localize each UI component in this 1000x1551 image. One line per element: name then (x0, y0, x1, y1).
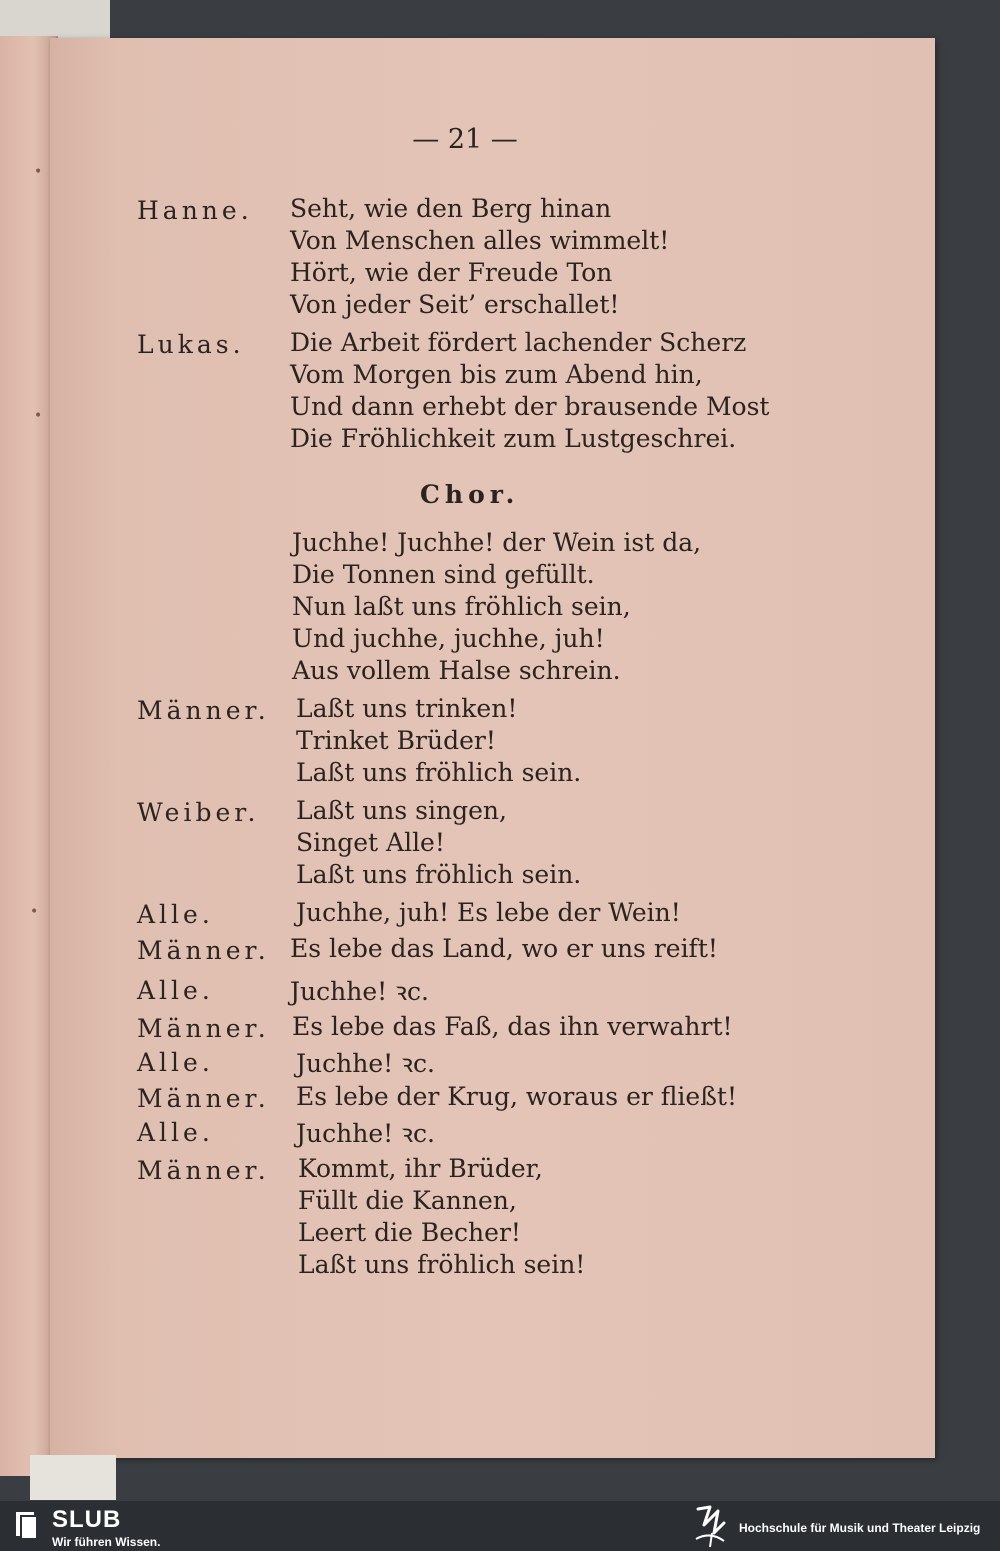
verse-line: Juchhe! ꝛc. (296, 1049, 435, 1078)
speaker-maenner: Männer. (137, 1084, 270, 1113)
slub-tagline: Wir führen Wissen. (52, 1535, 161, 1549)
verse-line: Singet Alle! (296, 828, 445, 857)
verse-line: Laßt uns fröhlich sein. (296, 758, 582, 787)
verse-line: Juchhe, juh! Es lebe der Wein! (296, 898, 681, 927)
speaker-weiber: Weiber. (137, 798, 260, 827)
verse-line: Juchhe! Juchhe! der Wein ist da, (292, 528, 702, 557)
speaker-alle: Alle. (137, 1048, 214, 1077)
verse-line: Nun laßt uns fröhlich sein, (292, 592, 631, 621)
verse-line: Es lebe das Land, wo er uns reift! (290, 934, 718, 963)
verse-line: Laßt uns fröhlich sein. (296, 860, 582, 889)
speaker-lukas: Lukas. (137, 330, 245, 359)
speaker-maenner: Männer. (137, 1156, 270, 1185)
verse-line: Vom Morgen bis zum Abend hin, (290, 360, 703, 389)
margin-mark: • (34, 164, 43, 180)
verse-line: Es lebe das Faß, das ihn verwahrt! (292, 1012, 733, 1041)
verse-line: Füllt die Kannen, (298, 1186, 517, 1215)
verse-line: Und juchhe, juchhe, juh! (292, 624, 605, 653)
verse-line: Von jeder Seit’ erschallet! (290, 290, 620, 319)
speaker-alle: Alle. (137, 976, 214, 1005)
verse-line: Aus vollem Halse schrein. (292, 656, 621, 685)
page-number: — 21 — (412, 124, 518, 155)
institution-name[interactable]: Hochschule für Musik und Theater Leipzig (739, 1521, 981, 1535)
verse-line: Laßt uns trinken! (296, 694, 518, 723)
scan-edge (0, 0, 110, 40)
slub-name[interactable]: SLUB (52, 1506, 122, 1533)
verse-line: Laßt uns fröhlich sein! (298, 1250, 586, 1279)
speaker-maenner: Männer. (137, 1014, 270, 1043)
verse-line: Juchhe! ꝛc. (290, 977, 429, 1006)
hmt-logo-icon (690, 1503, 730, 1549)
slub-book-icon (14, 1510, 38, 1540)
verse-line: Seht, wie den Berg hinan (290, 194, 612, 223)
speaker-alle: Alle. (137, 900, 214, 929)
verse-line: Trinket Brüder! (296, 726, 496, 755)
verse-line: Laßt uns singen, (296, 796, 507, 825)
verse-line: Kommt, ihr Brüder, (298, 1154, 543, 1183)
margin-mark: • (34, 408, 43, 424)
speaker-maenner: Männer. (137, 696, 270, 725)
speaker-maenner: Männer. (137, 936, 270, 965)
verse-line: Die Tonnen sind gefüllt. (292, 560, 595, 589)
footer-bar (0, 1501, 1000, 1551)
verse-line: Es lebe der Krug, woraus er fließt! (296, 1082, 738, 1111)
chorus-heading: Chor. (420, 480, 520, 509)
verse-line: Und dann erhebt der brausende Most (290, 392, 770, 421)
speaker-hanne: Hanne. (137, 196, 253, 225)
verse-line: Leert die Becher! (298, 1218, 521, 1247)
verse-line: Von Menschen alles wimmelt! (290, 226, 670, 255)
verse-line: Juchhe! ꝛc. (296, 1119, 435, 1148)
scan-edge-bottom (30, 1455, 116, 1500)
verse-line: Die Arbeit fördert lachender Scherz (290, 328, 747, 357)
verse-line: Hört, wie der Freude Ton (290, 258, 613, 287)
margin-mark: • (30, 904, 39, 920)
speaker-alle: Alle. (137, 1118, 214, 1147)
verse-line: Die Fröhlichkeit zum Lustgeschrei. (290, 424, 737, 453)
